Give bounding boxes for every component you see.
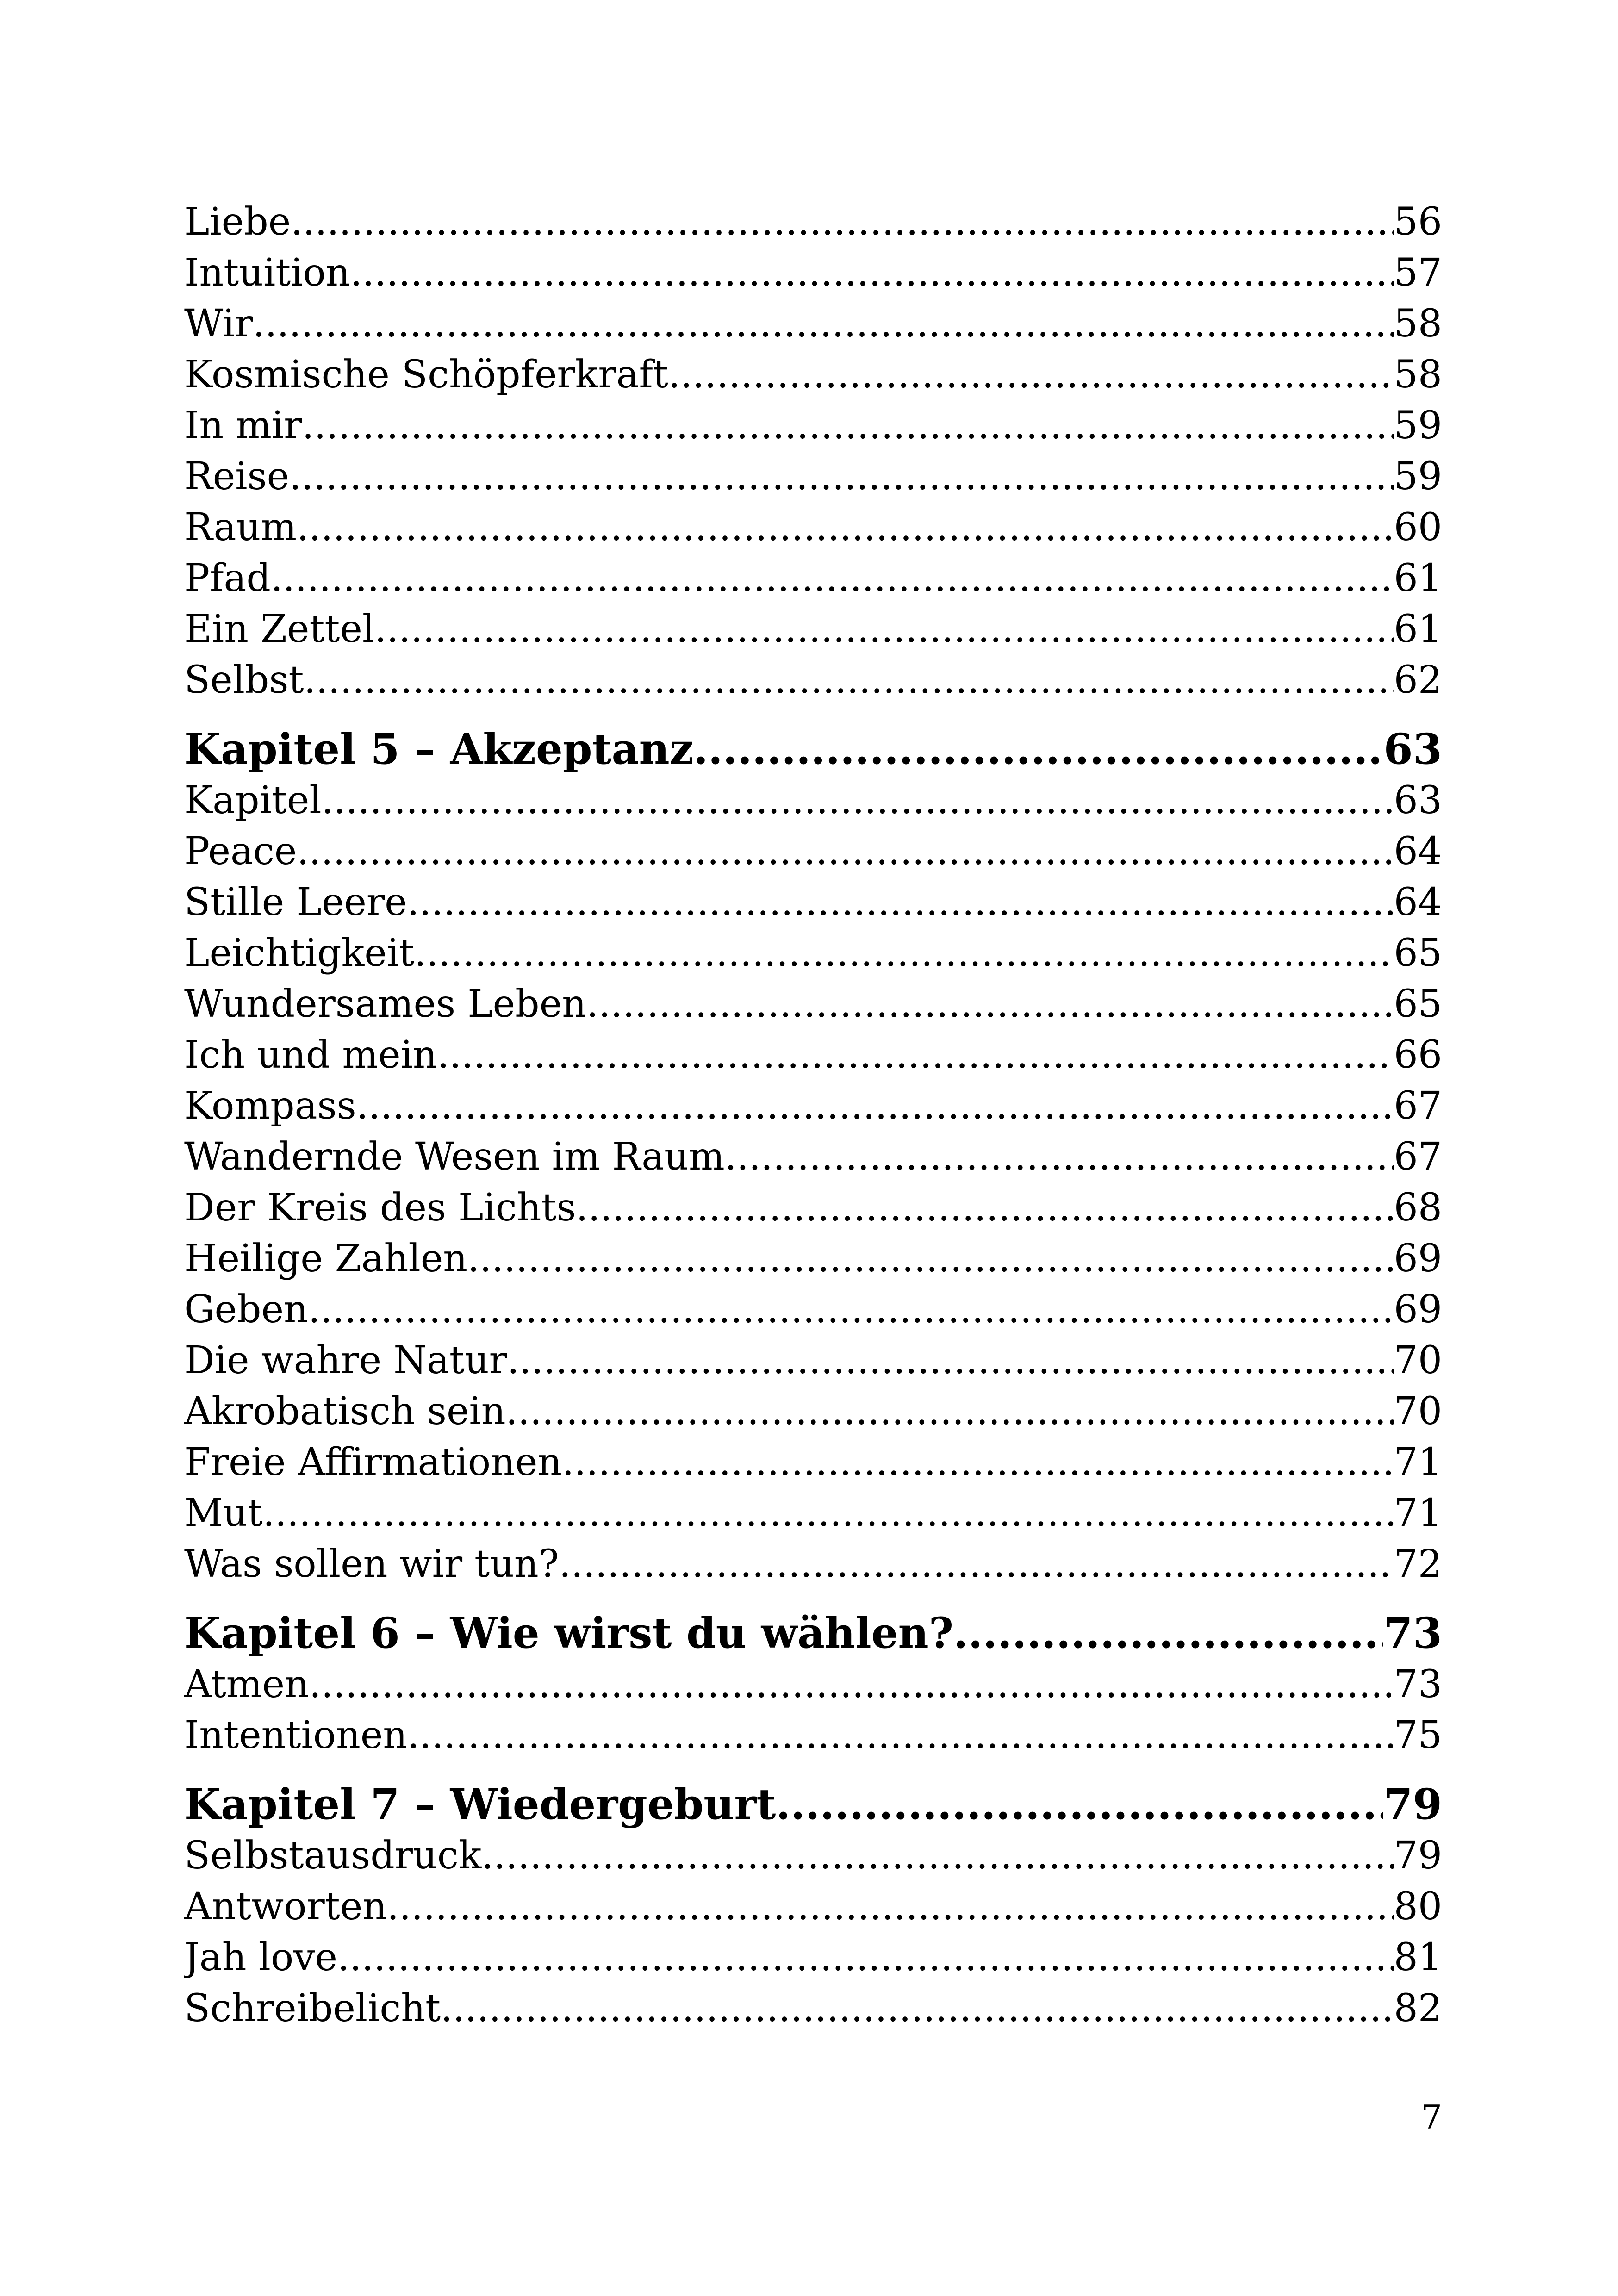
toc-entry xyxy=(184,1437,1442,1488)
toc-entry xyxy=(184,1386,1442,1437)
toc-entry-page-number: 64 xyxy=(1394,880,1442,924)
toc-entry-page-number: 69 xyxy=(1394,1288,1442,1332)
toc-entry-title: Ein Zettel xyxy=(184,607,375,651)
toc-entry-page-number: 57 xyxy=(1394,251,1442,295)
dot-leader xyxy=(291,197,1394,248)
dot-leader xyxy=(297,826,1394,877)
toc-entry-page-number: 58 xyxy=(1394,353,1442,397)
toc-entry xyxy=(184,826,1442,877)
toc-entry-page-number: 66 xyxy=(1394,1033,1442,1077)
toc-entry-title: Selbstausdruck xyxy=(184,1834,482,1878)
toc-entry xyxy=(184,1932,1442,1983)
dot-leader xyxy=(562,1437,1394,1488)
dot-leader xyxy=(441,1983,1394,2034)
page-number: 7 xyxy=(1421,2098,1442,2137)
dot-leader xyxy=(776,1779,1383,1830)
toc-entry xyxy=(184,604,1442,655)
toc-entry-page-number: 81 xyxy=(1394,1935,1442,1979)
toc-entry-page-number: 59 xyxy=(1394,404,1442,448)
dot-leader xyxy=(414,928,1394,979)
dot-leader xyxy=(309,1659,1394,1710)
dot-leader xyxy=(437,1030,1394,1081)
toc-entry-title: Peace xyxy=(184,829,297,873)
toc-entry-page-number: 56 xyxy=(1394,200,1442,244)
toc-entry xyxy=(184,1710,1442,1761)
toc-entry-title: Kompass xyxy=(184,1084,356,1128)
toc-entry-page-number: 61 xyxy=(1394,556,1442,600)
toc-entry-title: Kapitel 6 – Wie wirst du wählen? xyxy=(184,1609,954,1658)
toc-entry xyxy=(184,877,1442,928)
toc-entry-title: Wundersames Leben xyxy=(184,982,587,1026)
toc-entry-page-number: 62 xyxy=(1394,658,1442,702)
toc-entry xyxy=(184,1132,1442,1182)
table-of-contents xyxy=(184,197,1442,2034)
dot-leader xyxy=(271,553,1394,604)
toc-entry xyxy=(184,1233,1442,1284)
toc-entry-page-number: 71 xyxy=(1394,1440,1442,1484)
dot-leader xyxy=(407,877,1394,928)
dot-leader xyxy=(308,1284,1394,1335)
toc-entry-title: Intentionen xyxy=(184,1713,408,1757)
dot-leader xyxy=(586,979,1394,1030)
toc-entry xyxy=(184,1182,1442,1233)
toc-entry-title: Kapitel 7 – Wiedergeburt xyxy=(184,1780,776,1829)
toc-entry-title: Selbst xyxy=(184,658,304,702)
toc-entry xyxy=(184,1539,1442,1590)
toc-entry-page-number: 67 xyxy=(1394,1084,1442,1128)
toc-entry-page-number: 58 xyxy=(1394,302,1442,346)
dot-leader xyxy=(693,723,1383,775)
toc-entry-title: Der Kreis des Lichts xyxy=(184,1186,576,1230)
toc-entry-page-number: 71 xyxy=(1394,1491,1442,1535)
dot-leader xyxy=(297,502,1394,553)
toc-entry xyxy=(184,1030,1442,1081)
toc-entry-page-number: 72 xyxy=(1394,1542,1442,1586)
toc-entry xyxy=(184,400,1442,451)
toc-entry-title: Raum xyxy=(184,505,297,549)
toc-entry-page-number: 63 xyxy=(1383,725,1442,774)
toc-entry xyxy=(184,451,1442,502)
dot-leader xyxy=(407,1710,1394,1761)
toc-entry-title: Wir xyxy=(184,302,253,346)
toc-entry xyxy=(184,299,1442,349)
dot-leader xyxy=(576,1182,1394,1233)
dot-leader xyxy=(304,655,1394,706)
dot-leader xyxy=(725,1132,1394,1182)
toc-entry-page-number: 60 xyxy=(1394,505,1442,549)
toc-entry-title: Kapitel 5 – Akzeptanz xyxy=(184,725,694,774)
toc-entry-title: Stille Leere xyxy=(184,880,407,924)
dot-leader xyxy=(467,1233,1394,1284)
toc-entry-title: Freie Affirmationen xyxy=(184,1440,562,1484)
dot-leader xyxy=(322,775,1394,826)
toc-entry xyxy=(184,197,1442,248)
toc-entry xyxy=(184,1983,1442,2034)
toc-entry-page-number: 65 xyxy=(1394,931,1442,975)
toc-entry-title: Kosmische Schöpferkraft xyxy=(184,353,668,397)
toc-entry xyxy=(184,553,1442,604)
toc-entry-title: In mir xyxy=(184,404,302,448)
toc-entry xyxy=(184,1881,1442,1932)
dot-leader xyxy=(481,1830,1394,1881)
toc-entry-title: Was sollen wir tun? xyxy=(184,1542,559,1586)
toc-entry-title: Mut xyxy=(184,1491,263,1535)
dot-leader xyxy=(302,400,1394,451)
dot-leader xyxy=(263,1488,1394,1539)
dot-leader xyxy=(506,1386,1394,1437)
toc-entry-title: Schreibelicht xyxy=(184,1986,441,2030)
toc-entry-page-number: 67 xyxy=(1394,1135,1442,1179)
dot-leader xyxy=(668,349,1394,400)
toc-chapter-heading xyxy=(184,723,1442,775)
toc-entry-title: Liebe xyxy=(184,200,291,244)
dot-leader xyxy=(507,1335,1394,1386)
toc-entry-page-number: 70 xyxy=(1394,1389,1442,1433)
dot-leader xyxy=(374,604,1394,655)
toc-entry-page-number: 80 xyxy=(1394,1885,1442,1929)
dot-leader xyxy=(953,1607,1383,1659)
toc-entry-page-number: 63 xyxy=(1394,778,1442,822)
toc-entry-page-number: 59 xyxy=(1394,454,1442,498)
toc-entry-page-number: 64 xyxy=(1394,829,1442,873)
toc-entry-title: Akrobatisch sein xyxy=(184,1389,506,1433)
dot-leader xyxy=(559,1539,1394,1590)
toc-entry-title: Intuition xyxy=(184,251,350,295)
toc-entry xyxy=(184,1335,1442,1386)
toc-entry xyxy=(184,349,1442,400)
dot-leader xyxy=(387,1881,1394,1932)
toc-entry-title: Die wahre Natur xyxy=(184,1338,507,1382)
dot-leader xyxy=(350,248,1394,299)
toc-entry-page-number: 79 xyxy=(1394,1834,1442,1878)
dot-leader xyxy=(356,1081,1394,1132)
toc-entry-title: Leichtigkeit xyxy=(184,931,415,975)
toc-entry-page-number: 82 xyxy=(1394,1986,1442,2030)
toc-entry-title: Ich und mein xyxy=(184,1033,437,1077)
toc-entry-title: Heilige Zahlen xyxy=(184,1237,468,1281)
toc-entry xyxy=(184,1488,1442,1539)
toc-chapter-heading xyxy=(184,1779,1442,1830)
toc-entry-page-number: 61 xyxy=(1394,607,1442,651)
toc-entry-page-number: 70 xyxy=(1394,1338,1442,1382)
toc-entry xyxy=(184,248,1442,299)
dot-leader xyxy=(289,451,1394,502)
toc-entry xyxy=(184,502,1442,553)
toc-entry-page-number: 75 xyxy=(1394,1713,1442,1757)
toc-entry-page-number: 73 xyxy=(1394,1662,1442,1706)
toc-entry xyxy=(184,655,1442,706)
toc-entry-page-number: 65 xyxy=(1394,982,1442,1026)
toc-entry-title: Pfad xyxy=(184,556,271,600)
toc-entry-page-number: 73 xyxy=(1383,1609,1442,1658)
toc-entry xyxy=(184,1081,1442,1132)
toc-entry-title: Jah love xyxy=(184,1935,338,1979)
toc-chapter-heading xyxy=(184,1607,1442,1659)
toc-entry xyxy=(184,1830,1442,1881)
toc-entry-title: Antworten xyxy=(184,1885,387,1929)
toc-entry-page-number: 79 xyxy=(1383,1780,1442,1829)
toc-entry xyxy=(184,979,1442,1030)
toc-entry-page-number: 68 xyxy=(1394,1186,1442,1230)
toc-entry-title: Wandernde Wesen im Raum xyxy=(184,1135,725,1179)
toc-entry-title: Geben xyxy=(184,1288,308,1332)
toc-entry xyxy=(184,1659,1442,1710)
toc-entry xyxy=(184,775,1442,826)
dot-leader xyxy=(253,299,1394,349)
toc-entry-title: Kapitel xyxy=(184,778,322,822)
toc-entry-title: Reise xyxy=(184,454,290,498)
toc-entry xyxy=(184,928,1442,979)
toc-entry-page-number: 69 xyxy=(1394,1237,1442,1281)
dot-leader xyxy=(337,1932,1394,1983)
toc-entry-title: Atmen xyxy=(184,1662,309,1706)
toc-entry xyxy=(184,1284,1442,1335)
